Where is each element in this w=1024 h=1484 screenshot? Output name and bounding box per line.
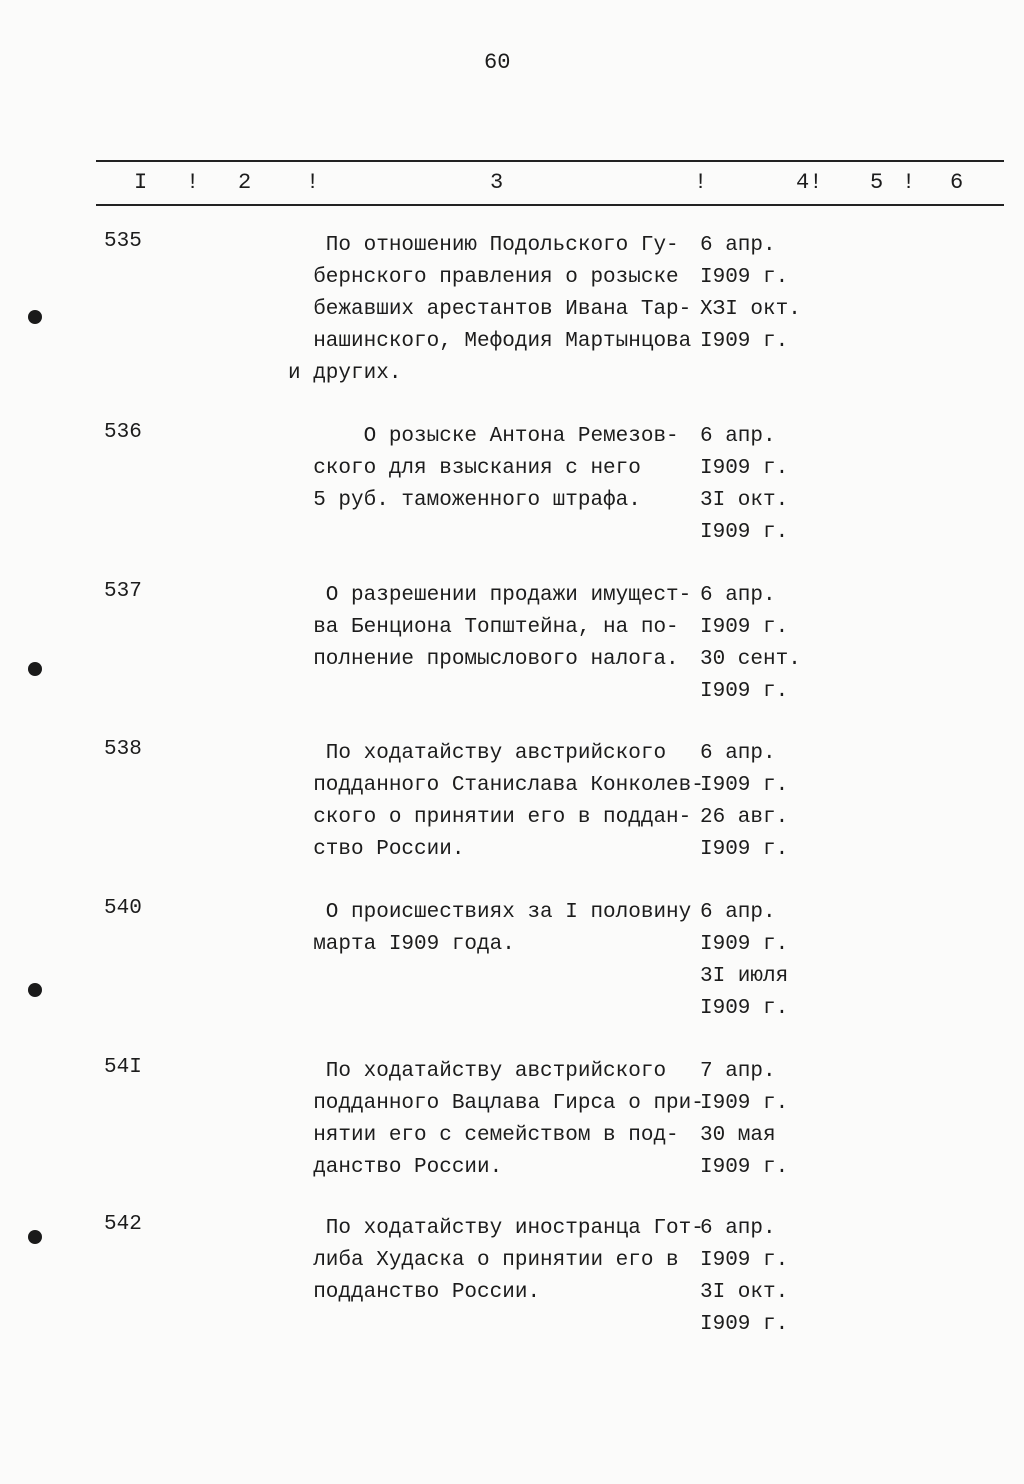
case-dates: 6 апр. I909 г. 26 авг. I909 г.	[700, 742, 789, 861]
case-number: 54I	[104, 1056, 142, 1079]
header-col-1: I	[134, 170, 148, 195]
header-col-3: 3	[490, 170, 504, 195]
case-description: По ходатайству иностранца Гот- либа Худаска о принятии его в подданство России.	[313, 1217, 704, 1304]
case-dates: 6 апр. I909 г. 30 сент. I909 г.	[700, 584, 801, 703]
case-description: По ходатайству австрийского подданного Вацлава Гирса о при- нятии его с семейством в под- данство России.	[313, 1060, 704, 1179]
case-description: По ходатайству австрийского подданного Станислава Конколев- ского о принятии его в поддан- ство России.	[313, 742, 704, 861]
case-description: О происшествиях за I половину марта I909 года.	[313, 901, 692, 956]
header-col-5: 5	[870, 170, 884, 195]
binding-hole-icon	[28, 983, 42, 997]
case-number: 538	[104, 738, 142, 761]
header-top-rule	[96, 160, 1004, 162]
case-number: 540	[104, 897, 142, 920]
header-separator: !	[186, 170, 200, 195]
case-description: По отношению Подольского Гу- бернского правления о розыске бежавших арестантов Ивана Тар- нашинского, Мефодия Мартынцова и других.	[288, 234, 692, 385]
header-col-2: 2	[238, 170, 252, 195]
page-number: 60	[484, 50, 511, 75]
case-number: 542	[104, 1213, 142, 1236]
case-dates: 6 апр. I909 г. 3I окт. I909 г.	[700, 425, 789, 544]
case-number: 535	[104, 230, 142, 253]
header-col-4: 4!	[796, 170, 823, 195]
case-description: О разрешении продажи имущест- ва Бенциона Топштейна, на по- полнение промыслового налога.	[313, 584, 692, 671]
case-dates: 7 апр. I909 г. 30 мая I909 г.	[700, 1060, 789, 1179]
binding-hole-icon	[28, 662, 42, 676]
header-separator: !	[902, 170, 916, 195]
case-dates: 6 апр. I909 г. 3I окт. I909 г.	[700, 1217, 789, 1336]
header-separator: !	[694, 170, 708, 195]
case-dates: 6 апр. I909 г. 3I июля I909 г.	[700, 901, 789, 1020]
case-number: 536	[104, 421, 142, 444]
case-description: О розыске Антона Ремезов- ского для взыскания с него 5 руб. таможенного штрафа.	[313, 425, 679, 512]
binding-hole-icon	[28, 310, 42, 324]
header-separator: !	[306, 170, 320, 195]
case-dates: 6 апр. I909 г. ХЗI окт. I909 г.	[700, 234, 801, 353]
header-col-6: 6	[950, 170, 964, 195]
binding-hole-icon	[28, 1230, 42, 1244]
case-number: 537	[104, 580, 142, 603]
header-bottom-rule	[96, 204, 1004, 206]
